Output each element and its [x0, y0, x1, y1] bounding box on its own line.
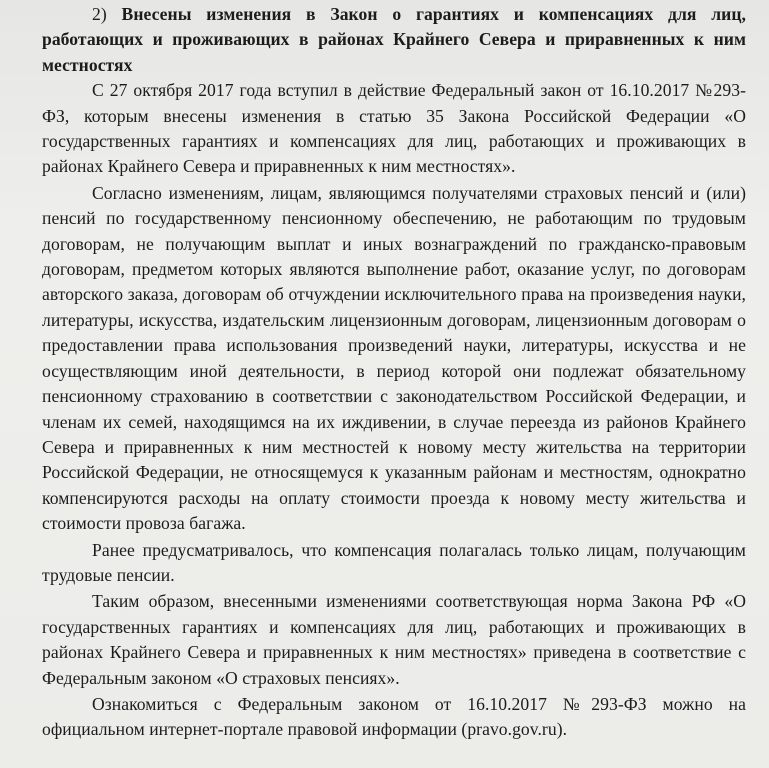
paragraph-reference: Ознакомиться с Федеральным законом от 16.10.2017 №293-ФЗ можно на официальном интернет-портале правовой информации (pravo.gov.ru). [42, 693, 746, 740]
paragraph-previous-rule: Ранее предусматривалось, что компенсация полагалась только лицам, получающим трудовые пенсии. [42, 539, 746, 585]
document-body [42, 2, 746, 743]
paragraph-law-effective: С 27 октября 2017 года вступил в действие Федеральный закон от 16.10.2017 №293-ФЗ, которым внесены изменения в статью 35 Закона Российской Федерации «О государственных гарантиях и компенсациях для лиц, работающих и проживающих в районах Крайнего Севера и приравненных к ним местностях». [42, 80, 746, 177]
section-number: 2) [92, 4, 122, 24]
section-heading [42, 2, 746, 78]
paragraph-conclusion: Таким образом, внесенными изменениями соответствующая норма Закона РФ «О государственных гарантиях и компенсациях для лиц, работающих и проживающих в районах Крайнего Севера и приравненных к ним местностях» приведена в соответствие с Федеральным законом «О страховых пенсиях». [42, 591, 746, 688]
paragraph-changes: Согласно изменениям, лицам, являющимся получателями страховых пенсий и (или) пенсий по государственному пенсионному обеспечению, не работающим по трудовым договорам, не получающим выплат и иных вознаграждений по гражданско-правовым договорам, предметом которых являются выполнение работ, оказание услуг, по договорам авторского заказа, договорам об отчуждении исключительного права на произведения науки, литературы, искусства, издательским лицензионным договорам, лицензионным договорам о предоставлении права использования произведений науки, литературы, искусства и не осуществляющим иной деятельности, в период которой они подлежат обязательному пенсионному страхованию в соответствии с законодательством Российской Федерации, и членам их семей, находящимся на их иждивении, в случае переезда из районов Крайнего Севера и приравненных к ним местностей к новому месту жительства на территории Российской Федерации, не относящемуся к указанным районам и местностям, однократно компенсируются расходы на оплату стоимости проезда к новому месту жительства и стоимости провоза багажа. [42, 182, 746, 534]
section-heading-text: Внесены изменения в Закон о гарантиях и компенсациях для лиц, работающих и проживающих в районах Крайнего Севера и приравненных к ним местностях [42, 4, 746, 75]
